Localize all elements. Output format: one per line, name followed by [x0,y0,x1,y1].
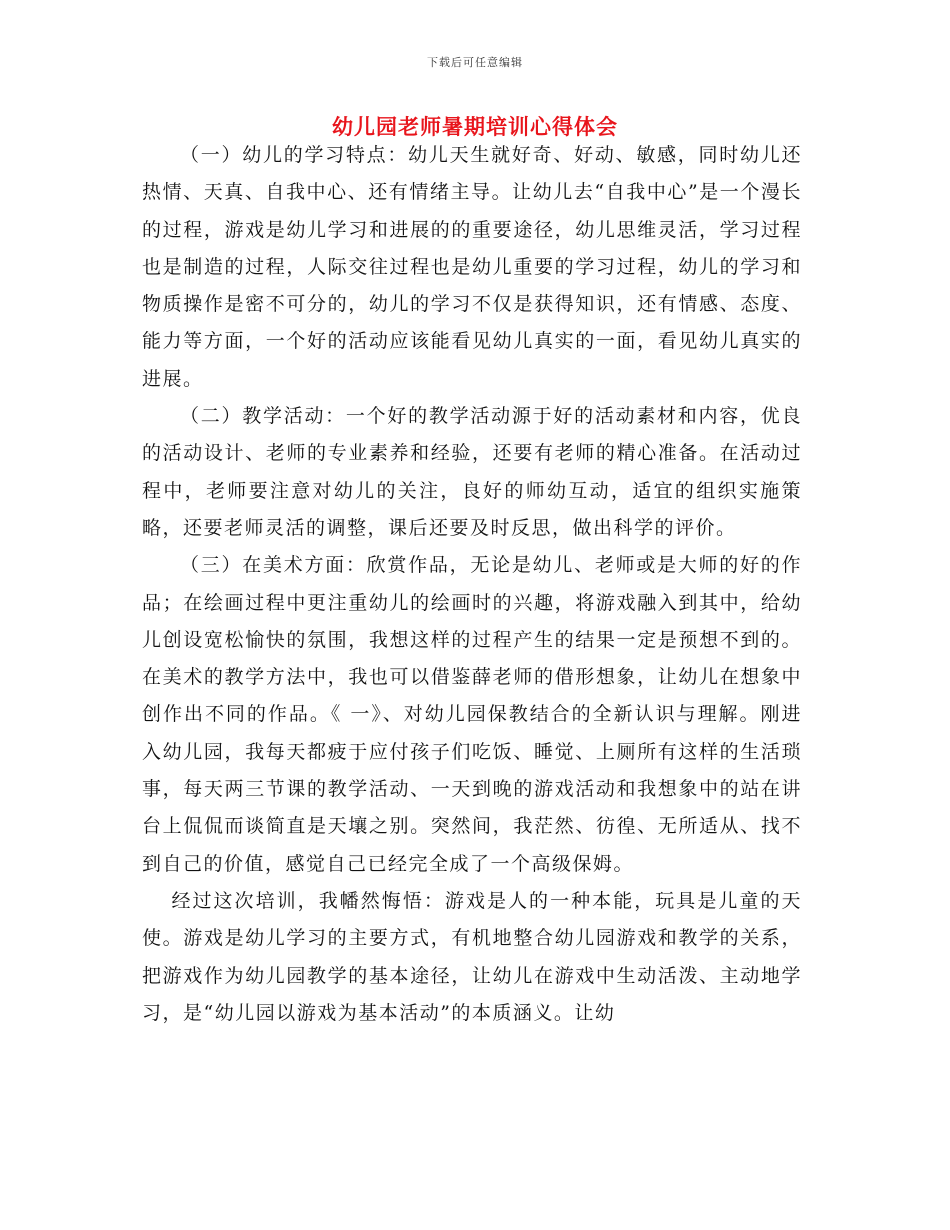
document-title: 幼儿园老师暑期培训心得体会 [332,114,618,139]
paragraph-learning-traits: （一）幼儿的学习特点：幼儿天生就好奇、好动、敏感，同时幼儿还热情、天真、自我中心、还有情绪主导。让幼儿去“自我中心”是一个漫长的过程，游戏是幼儿学习和进展的的重要途径，幼儿思维灵活，学习过程也是制造的过程，人际交往过程也是幼儿重要的学习过程，幼儿的学习和物质操作是密不可分的，幼儿的学习不仅是获得知识，还有情感、态度、能力等方面，一个好的活动应该能看见幼儿真实的一面，看见幼儿真实的进展。 [142,144,802,390]
paragraph-training-reflection: 经过这次培训，我幡然悔悟：游戏是人的一种本能，玩具是儿童的天使。游戏是幼儿学习的主要方式，有机地整合幼儿园游戏和教学的关系，把游戏作为幼儿园教学的基本途径，让幼儿在游戏中生动活泼、主动地学习，是“幼儿园以游戏为基本活动”的本质涵义。让幼 [142,889,802,1024]
page-header-note: 下载后可任意编辑 [427,56,523,69]
paragraph-art: （三）在美术方面：欣赏作品，无论是幼儿、老师或是大师的好的作品；在绘画过程中更注重幼儿的绘画时的兴趣，将游戏融入到其中，给幼儿创设宽松愉快的氛围，我想这样的过程产生的结果一定是预想不到的。在美术的教学方法中，我也可以借鉴薛老师的借形想象，让幼儿在想象中创作出不同的作品。《 一》、对幼儿园保教结合的全新认识与理解。刚进入幼儿园，我每天都疲于应付孩子们吃饭、睡觉、上厕所有这样的生活琐事，每天两三节课的教学活动、一天到晚的游戏活动和我想象中的站在讲台上侃侃而谈简直是天壤之别。突然间，我茫然、彷徨、无所适从、找不到自己的价值，感觉自己已经完全成了一个高级保姆。 [142,554,802,875]
document-body [142,137,802,1032]
paragraph-teaching-activities: （二）教学活动：一个好的教学活动源于好的活动素材和内容，优良的活动设计、老师的专业素养和经验，还要有老师的精心准备。在活动过程中，老师要注意对幼儿的关注，良好的师幼互动，适宜的组织实施策略，还要老师灵活的调整，课后还要及时反思，做出科学的评价。 [142,405,802,539]
